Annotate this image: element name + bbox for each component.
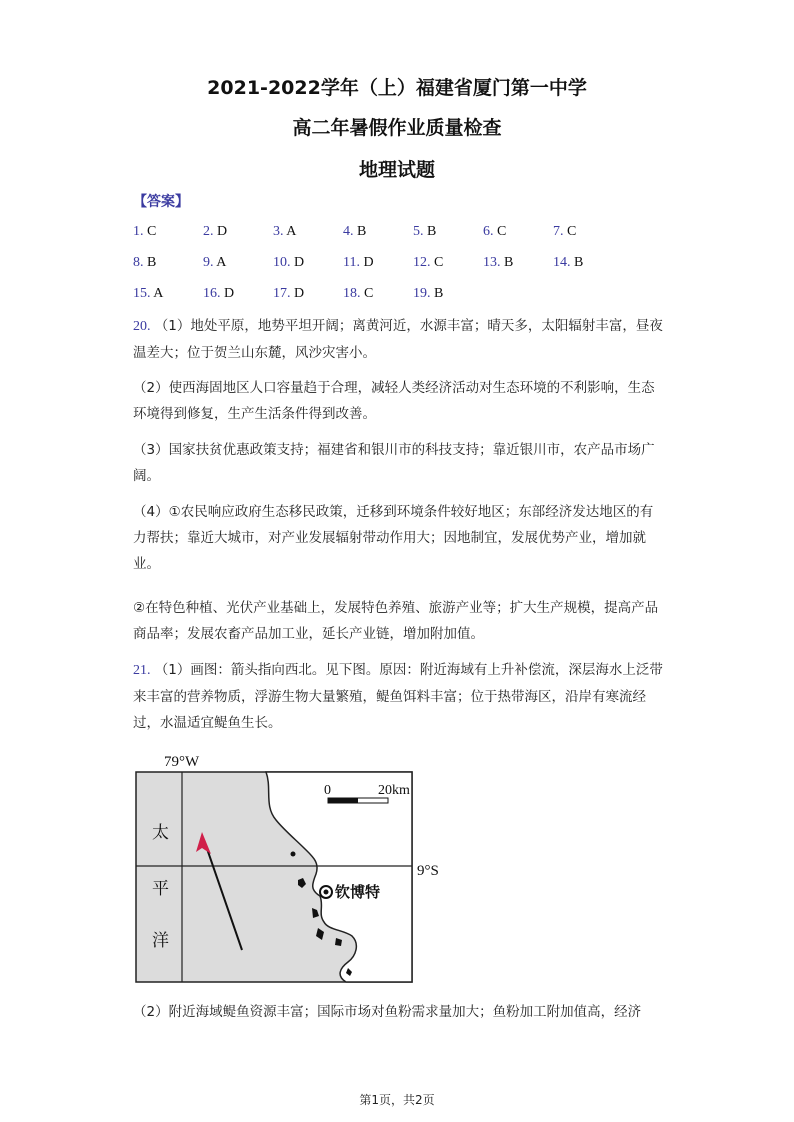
answer-item: 19. B <box>413 286 444 301</box>
peru-coast-map <box>134 748 444 986</box>
title-school: 2021-2022学年（上）福建省厦门第一中学 <box>207 77 587 99</box>
answer-item: 15. A <box>133 286 164 301</box>
longitude-label: 79°W <box>164 754 200 770</box>
q20-part5: ②在特色种植、光伏产业基础上，发展特色养殖、旅游产业等；扩大生产规模，提高产品商品率；发展农畜产品加工业，延长产业链，增加附加值。 <box>133 600 659 642</box>
ocean-label-2: 平 <box>152 879 169 899</box>
answer-item: 6. C <box>483 224 507 239</box>
answer-item: 1. C <box>133 224 157 239</box>
title-subject: 地理试题 <box>358 159 435 181</box>
island <box>291 852 296 857</box>
answer-item: 12. C <box>413 255 444 270</box>
answer-text: （1）画图：箭头指向西北。见下图。原因：附近海域有上升补偿流，深层海水上泛带来丰富的营养物质，浮游生物大量繁殖，鳀鱼饵料丰富；位于热带海区，沿岸有寒流经过，水温适宜鳀鱼生长。 <box>133 662 663 731</box>
q20-part4: （4）①农民响应政府生态移民政策，迁移到环境条件较好地区；东部经济发达地区的有力帮扶；靠近大城市，对产业发展辐射带动作用大；因地制宜，发展优势产业，增加就业。 <box>133 504 654 572</box>
city-label: 钦博特 <box>335 883 381 901</box>
latitude-label: 9°S <box>417 863 439 879</box>
answer-item: 7. C <box>553 224 577 239</box>
answer-item: 5. B <box>413 224 437 239</box>
scale-zero: 0 <box>324 783 331 798</box>
ocean-label-3: 洋 <box>152 931 169 951</box>
answer-item: 9. A <box>203 255 227 270</box>
answer-grid <box>133 224 733 317</box>
answer-heading: 【答案】 <box>133 194 189 210</box>
answer-item: 17. D <box>273 286 305 301</box>
answer-text: （1）地处平原，地势平坦开阔；离黄河近，水源丰富；晴天多，太阳辐射丰富，昼夜温差大；位于贺兰山东麓，风沙灾害小。 <box>133 318 663 361</box>
answer-row-2 <box>133 255 733 286</box>
answer-item: 10. D <box>273 255 305 270</box>
answer-item: 14. B <box>553 255 584 270</box>
answer-item: 13. B <box>483 255 514 270</box>
answer-item: 3. A <box>273 224 297 239</box>
answer-item: 11. D <box>343 255 374 270</box>
ocean-label-1: 太 <box>152 823 169 843</box>
answer-row-1 <box>133 224 733 255</box>
title-exam: 高二年暑假作业质量检查 <box>292 117 502 139</box>
answer-item: 18. C <box>343 286 374 301</box>
scale-end: 20km <box>378 783 410 798</box>
answer-item: 8. B <box>133 255 157 270</box>
answer-item: 4. B <box>343 224 367 239</box>
q21-part1 <box>133 657 663 736</box>
scale-bar-fill <box>328 798 358 803</box>
q20-part3: （3）国家扶贫优惠政策支持；福建省和银川市的科技支持；靠近银川市，农产品市场广阔。 <box>133 442 655 484</box>
q20-part2: （2）使西海固地区人口容量趋于合理，减轻人类经济活动对生态环境的不利影响，生态环境得到修复，生产生活条件得到改善。 <box>133 380 655 422</box>
q20-part1 <box>133 313 663 366</box>
answer-item: 2. D <box>203 224 228 239</box>
answer-item: 16. D <box>203 286 235 301</box>
page-footer: 第1页，共2页 <box>359 1093 435 1107</box>
q21-part2: （2）附近海域鳀鱼资源丰富；国际市场对鱼粉需求量加大；鱼粉加工附加值高，经济 <box>133 1004 642 1020</box>
question-number: 20. <box>133 319 151 334</box>
question-number: 21. <box>133 663 151 678</box>
city-marker-dot <box>324 890 329 895</box>
